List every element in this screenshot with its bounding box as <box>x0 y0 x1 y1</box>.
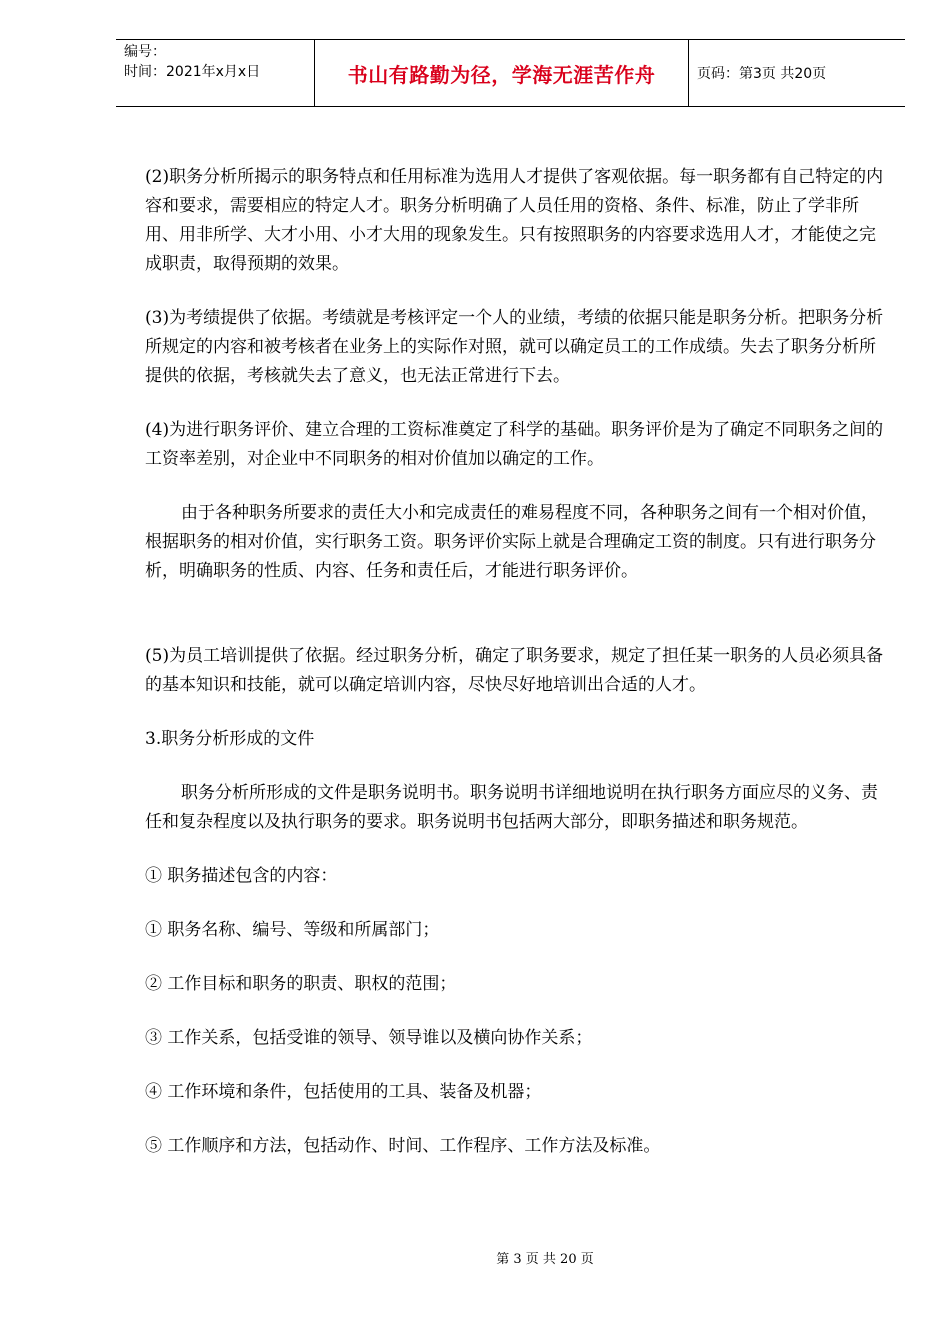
page-header <box>116 39 905 107</box>
paragraph-job-evaluation: 由于各种职务所要求的责任大小和完成责任的难易程度不同，各种职务之间有一个相对价值，根据职务的相对价值，实行职务工资。职务评价实际上就是合理确定工资的制度。只有进行职务分析，明确职务的性质、内容、任务和责任后，才能进行职务评价。 <box>145 503 878 581</box>
list-item: ② 工作目标和职务的职责、职权的范围； <box>145 974 457 994</box>
list-item: ④ 工作环境和条件，包括使用的工具、装备及机器； <box>145 1082 542 1102</box>
section-heading: 3.职务分析形成的文件 <box>145 729 315 749</box>
header-meta <box>116 40 315 106</box>
page-footer: 第 3 页 共 20 页 <box>496 1252 594 1267</box>
time-label: 时间：2021年x月x日 <box>124 64 261 80</box>
list-item: ① 职务名称、编号、等级和所属部门； <box>145 920 440 940</box>
paragraph-2: (2)职务分析所揭示的职务特点和任用标准为选用人才提供了客观依据。每一职务都有自己特定的内容和要求，需要相应的特定人才。职务分析明确了人员任用的资格、条件、标准，防止了学非所用、用非所学、大才小用、小才大用的现象发生。只有按照职务的内容要求选用人才，才能使之完成职责，取得预期的效果。 <box>145 167 884 274</box>
list-heading: ① 职务描述包含的内容： <box>145 866 338 886</box>
list-item: ⑤ 工作顺序和方法，包括动作、时间、工作程序、工作方法及标准。 <box>145 1136 661 1156</box>
header-motto: 书山有路勤为径，学海无涯苦作舟 <box>315 40 689 106</box>
document-body <box>145 163 887 1186</box>
header-page-info: 页码：第3页 共20页 <box>697 66 827 82</box>
list-item: ③ 工作关系，包括受谁的领导、领导谁以及横向协作关系； <box>145 1028 593 1048</box>
paragraph-4: (4)为进行职务评价、建立合理的工资标准奠定了科学的基础。职务评价是为了确定不同职务之间的工资率差别，对企业中不同职务的相对价值加以确定的工作。 <box>145 420 884 469</box>
number-label: 编号： <box>124 44 166 60</box>
paragraph-job-description: 职务分析所形成的文件是职务说明书。职务说明书详细地说明在执行职务方面应尽的义务、责任和复杂程度以及执行职务的要求。职务说明书包括两大部分，即职务描述和职务规范。 <box>145 783 878 832</box>
paragraph-3: (3)为考绩提供了依据。考绩就是考核评定一个人的业绩，考绩的依据只能是职务分析。把职务分析所规定的内容和被考核者在业务上的实际作对照，就可以确定员工的工作成绩。失去了职务分析所提供的依据，考核就失去了意义，也无法正常进行下去。 <box>145 308 884 386</box>
paragraph-5: (5)为员工培训提供了依据。经过职务分析，确定了职务要求，规定了担任某一职务的人员必须具备的基本知识和技能，就可以确定培训内容，尽快尽好地培训出合适的人才。 <box>145 646 884 695</box>
